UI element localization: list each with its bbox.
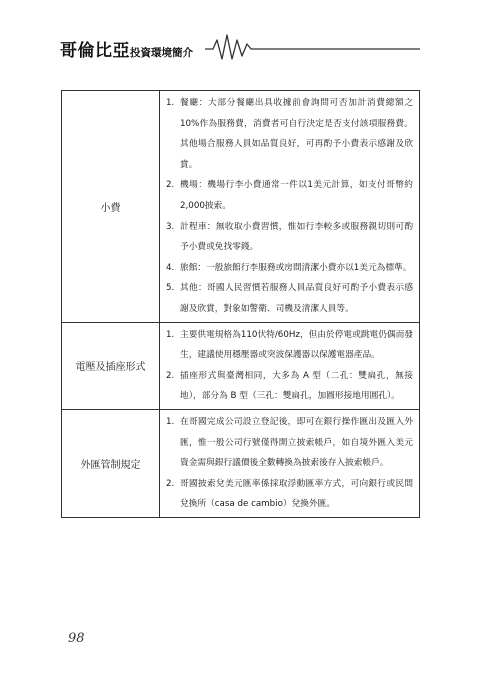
header-title	[60, 36, 193, 61]
item-list	[166, 325, 413, 407]
row-content	[160, 322, 420, 409]
list-item-text: 機場：機場行李小費通常一件以1美元計算，如支付哥幣約2,000披索。	[180, 180, 413, 211]
header-title-main: 哥倫比亞	[60, 41, 130, 61]
list-item-text: 其他：哥國人民習慣若服務人員品質良好可酌予小費表示感謝及欣賞，對象如警衛、司機及清潔人員等。	[180, 283, 413, 314]
list-item-text: 插座形式與臺灣相同，大多為 A 型（二孔：雙扁孔，無接地），部分為 B 型（三孔：雙扁孔，加圓形接地用圓孔）。	[180, 370, 413, 402]
list-item	[166, 217, 413, 258]
item-list	[166, 412, 413, 515]
list-item-text: 計程車：無收取小費習慣，惟如行李較多或服務親切則可酌予小費或免找零錢。	[180, 221, 413, 253]
row-label: 外匯管制規定	[62, 409, 160, 517]
list-item-number: 2.	[166, 370, 175, 381]
list-item-text: 哥國披索兌美元匯率係採取浮動匯率方式，可向銀行或民間兌換所（casa de cambio）兌換外匯。	[180, 478, 413, 510]
table-row	[62, 322, 420, 409]
list-item-number: 1.	[166, 98, 175, 108]
page-number: 98	[68, 631, 85, 646]
item-list	[166, 93, 413, 320]
header-title-sub: 投資環境簡介	[130, 47, 193, 59]
page-header	[60, 32, 420, 62]
list-item-text: 主要供電規格為110伏特/60Hz，但由於停電或跳電仍偶而發生，建議使用穩壓器或突波保護器以保護電器產品。	[180, 329, 413, 361]
list-item-number: 1.	[166, 416, 175, 427]
list-item	[166, 474, 413, 515]
list-item-number: 1.	[166, 329, 175, 340]
list-item	[166, 93, 413, 175]
list-item	[166, 175, 413, 216]
list-item-number: 2.	[166, 478, 175, 489]
list-item	[166, 366, 413, 407]
row-label: 電壓及插座形式	[62, 322, 160, 409]
row-content	[160, 91, 420, 323]
table-row	[62, 409, 420, 517]
list-item-number: 4.	[166, 262, 175, 273]
list-item-number: 3.	[166, 221, 175, 232]
row-content	[160, 409, 420, 517]
list-item	[166, 258, 413, 279]
list-item-text: 旅館：一般旅館行李服務或房間清潔小費亦以1美元為標準。	[180, 262, 412, 273]
list-item-text: 在哥國完成公司設立登記後，即可在銀行操作匯出及匯入外匯，惟一般公司行號僅得開立披索帳戶，如自境外匯入美元資金需與銀行議價後全數轉換為披索後存入披索帳戶。	[180, 416, 413, 469]
info-table	[61, 90, 420, 518]
heartbeat-line-icon	[205, 32, 420, 62]
list-item	[166, 325, 413, 366]
list-item	[166, 278, 413, 319]
list-item-number: 2.	[166, 180, 175, 191]
table-row	[62, 91, 420, 323]
list-item-number: 5.	[166, 283, 175, 294]
list-item-text: 餐廳：大部分餐廳出具收據前會詢問可否加計消費總額之10%作為服務費，消費者可自行決定是否支付該項服務費。其他場合服務人員如品質良好，可再酌予小費表示感謝及欣賞。	[180, 98, 413, 170]
row-label: 小費	[62, 91, 160, 323]
list-item	[166, 412, 413, 474]
